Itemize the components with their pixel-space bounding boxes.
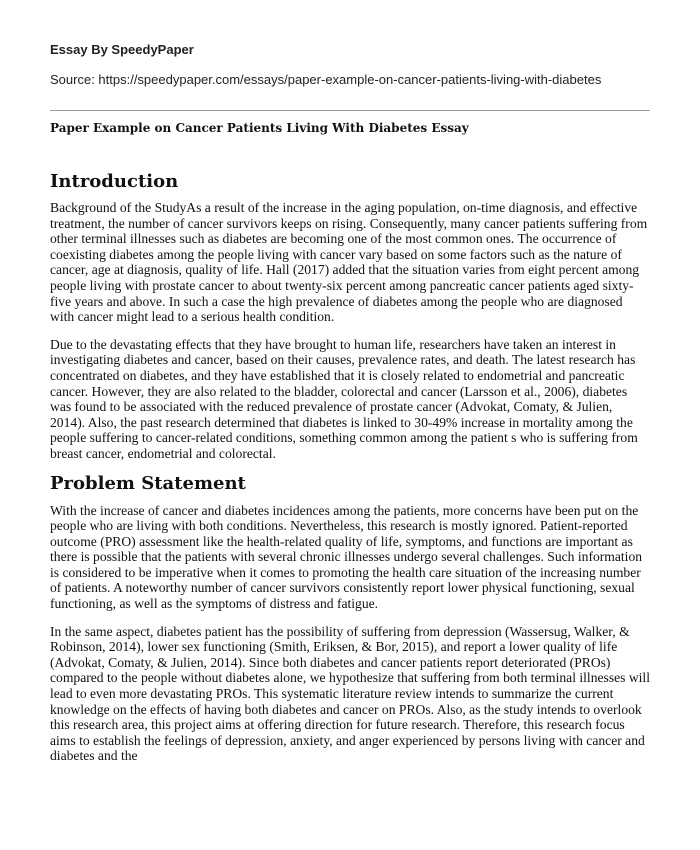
document-header [50, 41, 650, 89]
section-heading-introduction: Introduction [50, 171, 179, 192]
brand-label: Essay By SpeedyPaper [50, 42, 194, 57]
paragraph: In the same aspect, diabetes patient has the possibility of suffering from depression (Wassersug, Walker, & Robinson, 2014), lower sex functioning (Smith, Eriksen, & Bor, 2015), and report a lower quality of life (Advokat, Comaty, & Julien, 2014). Since both diabetes and cancer patients report deteriorated (PROs) compared to the people without diabetes alone, we hypothesize that suffering from both terminal illnesses will lead to even more devastating PROs. This systematic literature review intends to summarize the current knowledge on the effects of having both diabetes and cancer on PROs. Also, as the study intends to overlook this research area, this project aims at offering direction for future research. Therefore, this research focus aims to establish the feelings of depression, anxiety, and anger experienced by persons living with cancer and diabetes and the [50, 623, 650, 764]
paragraph: Due to the devastating effects that they have brought to human life, researchers have taken an interest in investigating diabetes and cancer, based on their causes, prevalence rates, and death. The latest research has concentrated on diabetes, and they have established that it is closely related to endometrial and pancreatic cancer. However, they are also related to the bladder, colorectal and cancer (Larsson et al., 2006), diabetes was found to be associated with the reduced prevalence of prostate cancer (Advokat, Comaty, & Julien, 2014). Also, the past research determined that diabetes is linked to 30-49% increase in mortality among the people suffering to cancer-related conditions, something common among the patient s who is suffering from breast cancer, endometrial and colorectal. [50, 336, 638, 461]
paragraph: With the increase of cancer and diabetes incidences among the patients, more concerns have been put on the people who are living with both conditions. Nevertheless, this research is mostly ignored. Patient-reported outcome (PRO) assessment like the health-related quality of life, symptoms, and functions are important as there is possible that the patients with several chronic illnesses undergo several challenges. Such information is considered to be imperative when it comes to promoting the health care situation of the increasing number of patients. A noteworthy number of cancer survivors consistently report lower physical functioning, sexual functioning, as well as the symptoms of distress and fatigue. [50, 502, 643, 612]
essay-title: Paper Example on Cancer Patients Living With Diabetes Essay [50, 121, 469, 135]
section-heading-problem-statement: Problem Statement [50, 472, 246, 494]
source-link[interactable]: Source: https://speedypaper.com/essays/paper-example-on-cancer-patients-living-with-diabetes [50, 72, 602, 87]
essay-body [50, 166, 650, 764]
header-divider [50, 110, 650, 111]
paragraph: Background of the StudyAs a result of the increase in the aging population, on-time diagnosis, and effective treatment, the number of cancer survivors keeps on rising. Consequently, many cancer patients suffering from other terminal illnesses such as diabetes are becoming one of the most common ones. The occurrence of coexisting diabetes among the people living with cancer vary based on some factors such as the nature of cancer, age at diagnosis, quality of life. Hall (2017) added that the situation varies from eight percent among people living with prostate cancer to about twenty-six percent among pancreatic cancer patients aged sixty-five years and above. In such a case the high prevalence of diabetes among the people who are diagnosed with cancer might lead to a serious health condition. [50, 200, 648, 325]
